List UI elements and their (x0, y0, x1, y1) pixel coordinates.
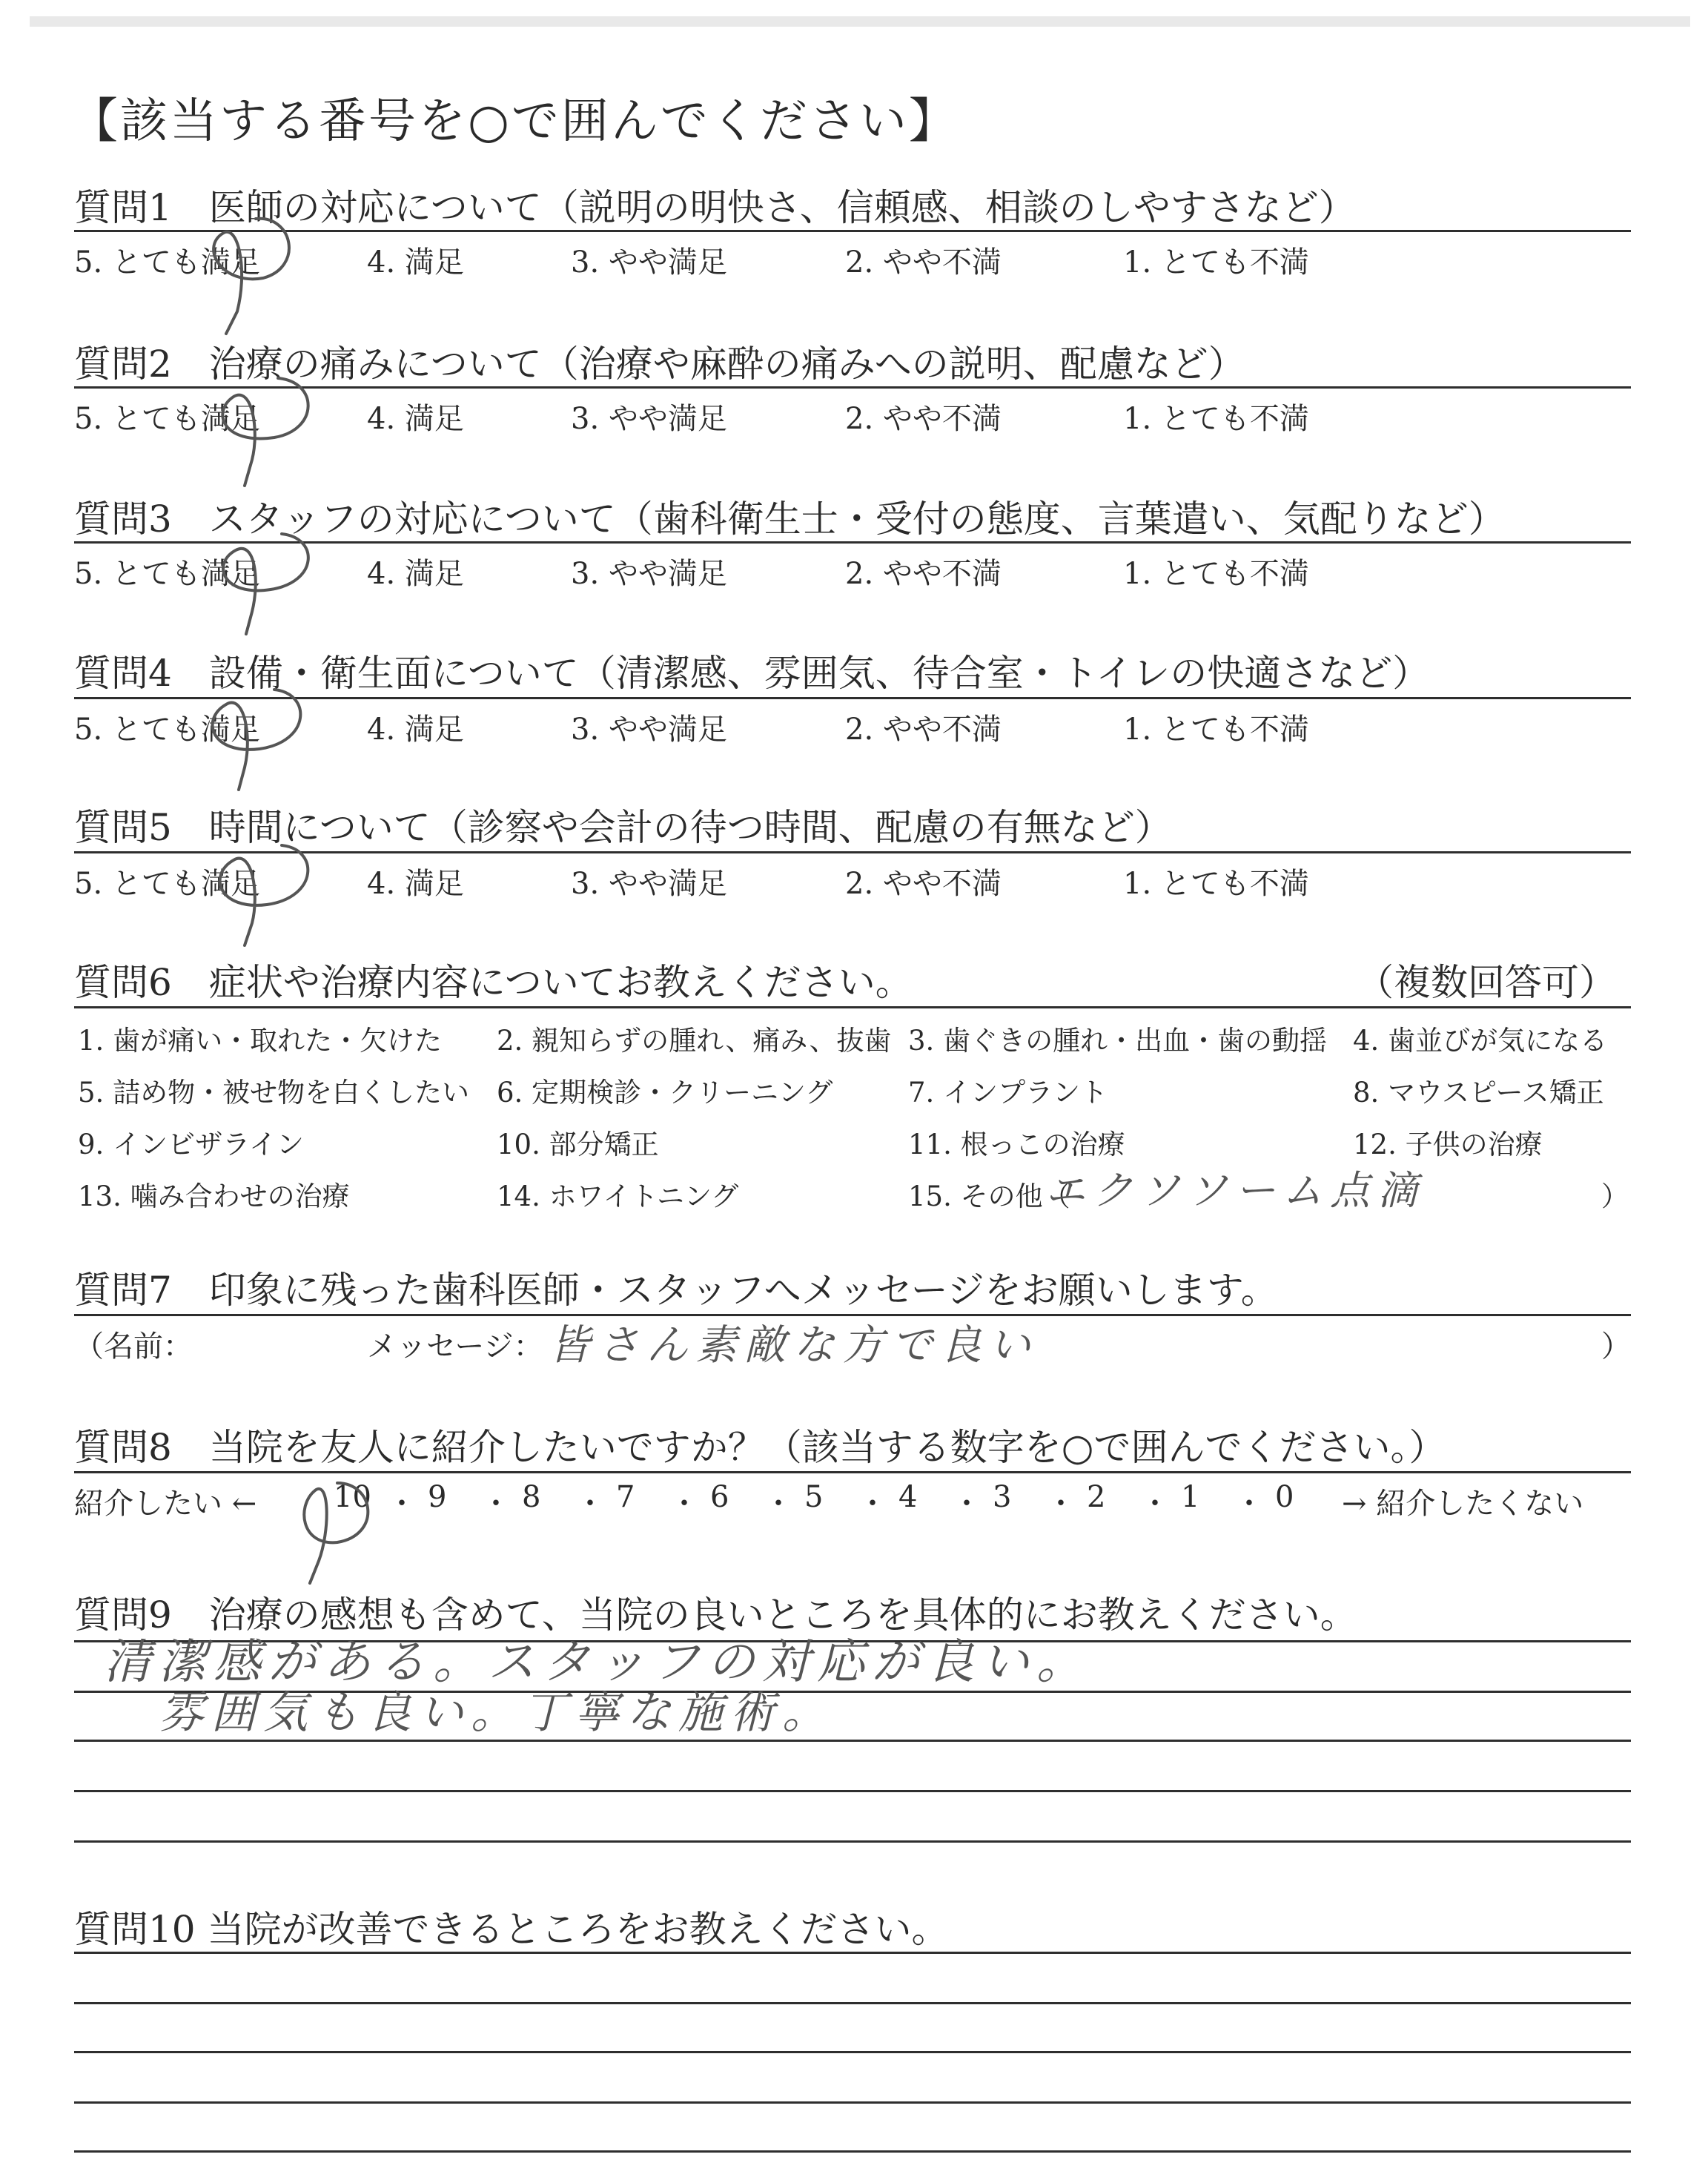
option-2[interactable]: 2. やや不満 (845, 713, 1002, 747)
item-1[interactable]: 1. 歯が痛い・取れた・欠けた (78, 1025, 443, 1057)
option-2[interactable]: 2. やや不満 (845, 557, 1002, 591)
option-3[interactable]: 3. やや満足 (571, 713, 727, 747)
item-5[interactable]: 5. 詰め物・被せ物を白くしたい (78, 1077, 470, 1109)
selection-mark-q3 (223, 534, 308, 634)
item-6[interactable]: 6. 定期検診・クリーニング (497, 1077, 833, 1109)
item-13[interactable]: 13. 噛み合わせの治療 (78, 1180, 350, 1212)
scale-value-2[interactable]: 2 (1087, 1480, 1106, 1514)
message-label: メッセージ： (367, 1330, 543, 1364)
option-1[interactable]: 1. とても不満 (1123, 557, 1309, 591)
scale-value-10[interactable]: 10 (334, 1480, 371, 1514)
option-3[interactable]: 3. やや満足 (571, 245, 727, 280)
scale-separator: ・ (481, 1487, 511, 1521)
scale-separator: ・ (764, 1487, 793, 1521)
option-3[interactable]: 3. やや満足 (571, 867, 727, 901)
option-4[interactable]: 4. 満足 (367, 867, 464, 901)
question-title: 質問4 設備・衛生面について（清潔感、雰囲気、待合室・トイレの快適さなど） (74, 652, 1430, 695)
item-4[interactable]: 4. 歯並びが気になる (1353, 1025, 1608, 1057)
name-label: （名前： (74, 1330, 193, 1364)
scale-value-6[interactable]: 6 (710, 1480, 729, 1514)
selection-mark-q4 (213, 690, 301, 790)
option-2[interactable]: 2. やや不満 (845, 867, 1002, 901)
scale-separator: ・ (575, 1487, 605, 1521)
option-5[interactable]: 5. とても満足 (74, 867, 260, 901)
selection-mark-q1 (214, 219, 289, 334)
other-close-paren: ） (1601, 1180, 1629, 1212)
scale-value-7[interactable]: 7 (616, 1480, 635, 1514)
recommend-left-label: 紹介したい ← (74, 1487, 257, 1521)
item-10[interactable]: 10. 部分矯正 (497, 1129, 659, 1160)
option-1[interactable]: 1. とても不満 (1123, 245, 1309, 280)
option-4[interactable]: 4. 満足 (367, 713, 464, 747)
scale-value-8[interactable]: 8 (522, 1480, 541, 1514)
message-handwritten[interactable]: 皆さん素敵な方で良い (549, 1321, 1038, 1370)
scale-value-0[interactable]: 0 (1275, 1480, 1294, 1514)
item-7[interactable]: 7. インプラント (908, 1077, 1108, 1109)
other-answer-handwritten[interactable]: エクソソーム点滴 (1045, 1167, 1425, 1214)
selection-mark-q8 (304, 1483, 368, 1583)
scale-separator: ・ (387, 1487, 417, 1521)
option-2[interactable]: 2. やや不満 (845, 402, 1002, 436)
item-11[interactable]: 11. 根っこの治療 (908, 1129, 1125, 1160)
item-9[interactable]: 9. インビザライン (78, 1129, 304, 1160)
scale-separator: ・ (1046, 1487, 1076, 1521)
question-title: 質問5 時間について（診察や会計の待つ時間、配慮の有無など） (74, 806, 1172, 849)
item-8[interactable]: 8. マウスピース矯正 (1353, 1077, 1604, 1109)
option-1[interactable]: 1. とても不満 (1123, 402, 1309, 436)
question-title: 質問10 当院が改善できるところをお教えください。 (74, 1908, 949, 1951)
option-5[interactable]: 5. とても満足 (74, 557, 260, 591)
item-12[interactable]: 12. 子供の治療 (1353, 1129, 1543, 1160)
question-title: 質問9 治療の感想も含めて、当院の良いところを具体的にお教えください。 (74, 1593, 1357, 1636)
option-5[interactable]: 5. とても満足 (74, 713, 260, 747)
q9-answer-line-2[interactable]: 雰囲気も良い。丁寧な施術。 (159, 1687, 834, 1739)
scale-separator: ・ (669, 1487, 699, 1521)
question-title: 質問7 印象に残った歯科医師・スタッフへメッセージをお願いします。 (74, 1269, 1278, 1312)
option-1[interactable]: 1. とても不満 (1123, 713, 1309, 747)
question-title: 質問1 医師の対応について（説明の明快さ、信頼感、相談のしやすさなど） (74, 186, 1356, 229)
question-title: 質問6 症状や治療内容についてお教えください。 (74, 961, 913, 1004)
q9-answer-line-1[interactable]: 清潔感がある。スタッフの対応が良い。 (104, 1635, 1091, 1690)
option-4[interactable]: 4. 満足 (367, 557, 464, 591)
scale-separator: ・ (1234, 1487, 1264, 1521)
option-1[interactable]: 1. とても不満 (1123, 867, 1309, 901)
option-5[interactable]: 5. とても満足 (74, 245, 260, 280)
item-14[interactable]: 14. ホワイトニング (497, 1180, 739, 1212)
scale-separator: ・ (858, 1487, 887, 1521)
option-5[interactable]: 5. とても満足 (74, 402, 260, 436)
question-title: 質問2 治療の痛みについて（治療や麻酔の痛みへの説明、配慮など） (74, 343, 1245, 386)
selection-mark-q5 (220, 845, 308, 945)
item-3[interactable]: 3. 歯ぐきの腫れ・出血・歯の動揺 (908, 1025, 1328, 1057)
scale-value-9[interactable]: 9 (428, 1480, 447, 1514)
option-2[interactable]: 2. やや不満 (845, 245, 1002, 280)
multiple-answer-note: （複数回答可） (1357, 961, 1616, 1004)
option-3[interactable]: 3. やや満足 (571, 557, 727, 591)
question-title: 質問8 当院を友人に紹介したいですか？（該当する数字を○で囲んでください。） (74, 1426, 1446, 1469)
message-close-paren: ） (1601, 1330, 1631, 1364)
recommend-right-label: → 紹介したくない (1342, 1487, 1584, 1521)
item-2[interactable]: 2. 親知らずの腫れ、痛み、抜歯 (497, 1025, 892, 1057)
scale-separator: ・ (1140, 1487, 1170, 1521)
option-4[interactable]: 4. 満足 (367, 245, 464, 280)
item-15-other[interactable]: 15. その他（ (908, 1180, 1070, 1212)
option-3[interactable]: 3. やや満足 (571, 402, 727, 436)
page-heading: 【該当する番号を○で囲んでください】 (70, 94, 959, 149)
scale-value-5[interactable]: 5 (804, 1480, 824, 1514)
selection-mark-q2 (222, 378, 308, 486)
scale-value-1[interactable]: 1 (1181, 1480, 1200, 1514)
scale-value-4[interactable]: 4 (898, 1480, 918, 1514)
scale-value-3[interactable]: 3 (993, 1480, 1012, 1514)
question-title: 質問3 スタッフの対応について（歯科衛生士・受付の態度、言葉遣い、気配りなど） (74, 498, 1506, 541)
scale-separator: ・ (952, 1487, 982, 1521)
option-4[interactable]: 4. 満足 (367, 402, 464, 436)
